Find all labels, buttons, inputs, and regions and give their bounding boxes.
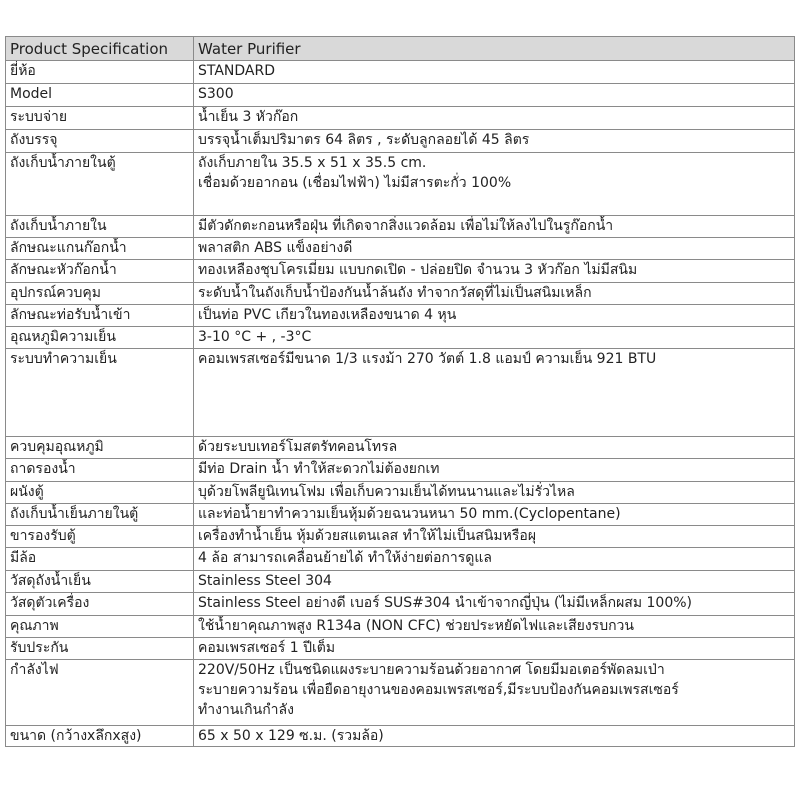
spec-value <box>194 130 795 153</box>
spec-value <box>194 571 795 593</box>
spec-value <box>194 283 795 305</box>
spec-value-line: บุด้วยโพลียูนิเทนโฟม เพื่อเก็บความเย็นได้ทนนานและไม่รั่วไหล <box>198 484 575 500</box>
spec-body <box>6 61 795 747</box>
spec-row <box>6 238 795 260</box>
spec-value <box>194 260 795 283</box>
spec-value-line: คอมเพรสเซอร์ 1 ปีเต็ม <box>198 640 336 656</box>
spec-row <box>6 216 795 238</box>
spec-value <box>194 238 795 260</box>
spec-value-line: 65 x 50 x 129 ซ.ม. (รวมล้อ) <box>198 728 384 744</box>
spec-row <box>6 61 795 84</box>
spec-value <box>194 107 795 130</box>
spec-value-line: ทองเหลืองชุบโครเมี่ยม แบบกดเปิด - ปล่อยปิด จำนวน 3 หัวก๊อก ไม่มีสนิม <box>198 262 638 278</box>
spec-row <box>6 349 795 437</box>
spec-row <box>6 638 795 660</box>
spec-value-line: Stainless Steel อย่างดี เบอร์ SUS#304 นำเข้าจากญี่ปุ่น (ไม่มีเหล็กผสม 100%) <box>198 595 692 611</box>
spec-row <box>6 459 795 482</box>
spec-value <box>194 660 795 726</box>
spec-value <box>194 593 795 616</box>
spec-value-line: พลาสติก ABS แข็งอย่างดี <box>198 240 353 256</box>
spec-label: คุณภาพ <box>6 616 194 638</box>
spec-row <box>6 526 795 548</box>
spec-row <box>6 616 795 638</box>
spec-label: ระบบจ่าย <box>6 107 194 130</box>
spec-value <box>194 153 795 216</box>
spec-value-line: เครื่องทำน้ำเย็น หุ้มด้วยสแตนเลส ทำให้ไม่เป็นสนิมหรือผุ <box>198 528 537 544</box>
spec-table <box>5 36 795 747</box>
spec-label: ถังเก็บน้ำภายในตู้ <box>6 153 194 216</box>
spec-value-line: มีตัวดักตะกอนหรือฝุ่น ที่เกิดจากสิ่งแวดล้อม เพื่อไม่ให้ลงไปในรูก๊อกน้ำ <box>198 218 614 234</box>
spec-value <box>194 638 795 660</box>
spec-row <box>6 482 795 504</box>
spec-label: ควบคุมอุณหภูมิ <box>6 437 194 459</box>
spec-value <box>194 349 795 437</box>
spec-value-line: 220V/50Hz เป็นชนิดแผงระบายความร้อนด้วยอากาศ โดยมีมอเตอร์พัดลมเป่า <box>198 662 665 678</box>
spec-value-line: ด้วยระบบเทอร์โมสตรัทคอนโทรล <box>198 439 398 455</box>
spec-value-line: เชื่อมด้วยอากอน (เชื่อมไฟฟ้า) ไม่มีสารตะกั่ว 100% <box>198 175 512 191</box>
spec-row <box>6 153 795 216</box>
spec-label: ลักษณะท่อรับน้ำเข้า <box>6 305 194 327</box>
spec-label: ยี่ห้อ <box>6 61 194 84</box>
spec-label: อุณหภูมิความเย็น <box>6 327 194 349</box>
spec-row <box>6 548 795 571</box>
spec-label: วัสดุตัวเครื่อง <box>6 593 194 616</box>
spec-label: อุปกรณ์ควบคุม <box>6 283 194 305</box>
spec-value-line: Stainless Steel 304 <box>198 573 332 589</box>
spec-row <box>6 593 795 616</box>
spec-label: ถังบรรจุ <box>6 130 194 153</box>
spec-value-line: STANDARD <box>198 63 276 79</box>
spec-value <box>194 459 795 482</box>
spec-value-line: คอมเพรสเซอร์มีขนาด 1/3 แรงม้า 270 วัตต์ 1.8 แอมป์ ความเย็น 921 BTU <box>198 351 657 367</box>
spec-row <box>6 305 795 327</box>
spec-value-line: และท่อน้ำยาทำความเย็นหุ้มด้วยฉนวนหนา 50 mm.(Cyclopentane) <box>198 506 621 522</box>
spec-value <box>194 726 795 747</box>
spec-label: ระบบทำความเย็น <box>6 349 194 437</box>
spec-row <box>6 504 795 526</box>
spec-value-line: ใช้น้ำยาคุณภาพสูง R134a (NON CFC) ช่วยประหยัดไฟและเสียงรบกวน <box>198 618 634 634</box>
spec-row <box>6 660 795 726</box>
spec-row <box>6 437 795 459</box>
spec-value-line: S300 <box>198 86 234 102</box>
spec-value-line: 4 ล้อ สามารถเคลื่อนย้ายได้ ทำให้ง่ายต่อการดูแล <box>198 550 492 566</box>
spec-value-line: 3-10 °C + , -3°C <box>198 329 312 345</box>
spec-value-line: ทำงานเกินกำลัง <box>198 702 294 718</box>
spec-row <box>6 726 795 747</box>
spec-value <box>194 504 795 526</box>
spec-value <box>194 84 795 107</box>
spec-value-line: ระดับน้ำในถังเก็บน้ำป้องกันน้ำล้นถัง ทำจากวัสดุที่ไม่เป็นสนิมเหล็ก <box>198 285 592 301</box>
spec-value-line: บรรจุน้ำเต็มปริมาตร 64 ลิตร , ระดับลูกลอยได้ 45 ลิตร <box>198 132 530 148</box>
spec-value-line: มีท่อ Drain น้ำ ทำให้สะดวกไม่ต้องยกเท <box>198 461 440 477</box>
spec-value <box>194 216 795 238</box>
spec-row <box>6 283 795 305</box>
spec-row <box>6 327 795 349</box>
header-value: Water Purifier <box>194 37 795 61</box>
spec-value <box>194 327 795 349</box>
spec-label: ถาดรองน้ำ <box>6 459 194 482</box>
spec-value <box>194 482 795 504</box>
spec-value <box>194 526 795 548</box>
spec-row <box>6 84 795 107</box>
spec-value <box>194 548 795 571</box>
spec-value-line: ระบายความร้อน เพื่อยืดอายุงานของคอมเพรสเซอร์,มีระบบป้องกันคอมเพรสเซอร์ <box>198 682 679 698</box>
spec-row <box>6 107 795 130</box>
spec-label: ลักษณะแกนก๊อกน้ำ <box>6 238 194 260</box>
spec-value <box>194 305 795 327</box>
spec-row <box>6 260 795 283</box>
spec-label: ขนาด (กว้างxลึกxสูง) <box>6 726 194 747</box>
spec-label: ถังเก็บน้ำเย็นภายในตู้ <box>6 504 194 526</box>
spec-value <box>194 616 795 638</box>
spec-label: วัสดุถังน้ำเย็น <box>6 571 194 593</box>
spec-value-line: ถังเก็บภายใน 35.5 x 51 x 35.5 cm. <box>198 155 427 171</box>
spec-label: ลักษณะหัวก๊อกน้ำ <box>6 260 194 283</box>
spec-label: ถังเก็บน้ำภายใน <box>6 216 194 238</box>
spec-value <box>194 61 795 84</box>
spec-row <box>6 130 795 153</box>
spec-value-line: เป็นท่อ PVC เกียวในทองเหลืองขนาด 4 หุน <box>198 307 457 323</box>
spec-label: มีล้อ <box>6 548 194 571</box>
spec-value-line: น้ำเย็น 3 หัวก๊อก <box>198 109 299 125</box>
header-label: Product Specification <box>6 37 194 61</box>
spec-label: รับประกัน <box>6 638 194 660</box>
spec-value <box>194 437 795 459</box>
spec-label: ขารองรับตู้ <box>6 526 194 548</box>
spec-label: กำลังไฟ <box>6 660 194 726</box>
spec-label: Model <box>6 84 194 107</box>
spec-header-row <box>6 37 795 61</box>
spec-label: ผนังตู้ <box>6 482 194 504</box>
spec-row <box>6 571 795 593</box>
